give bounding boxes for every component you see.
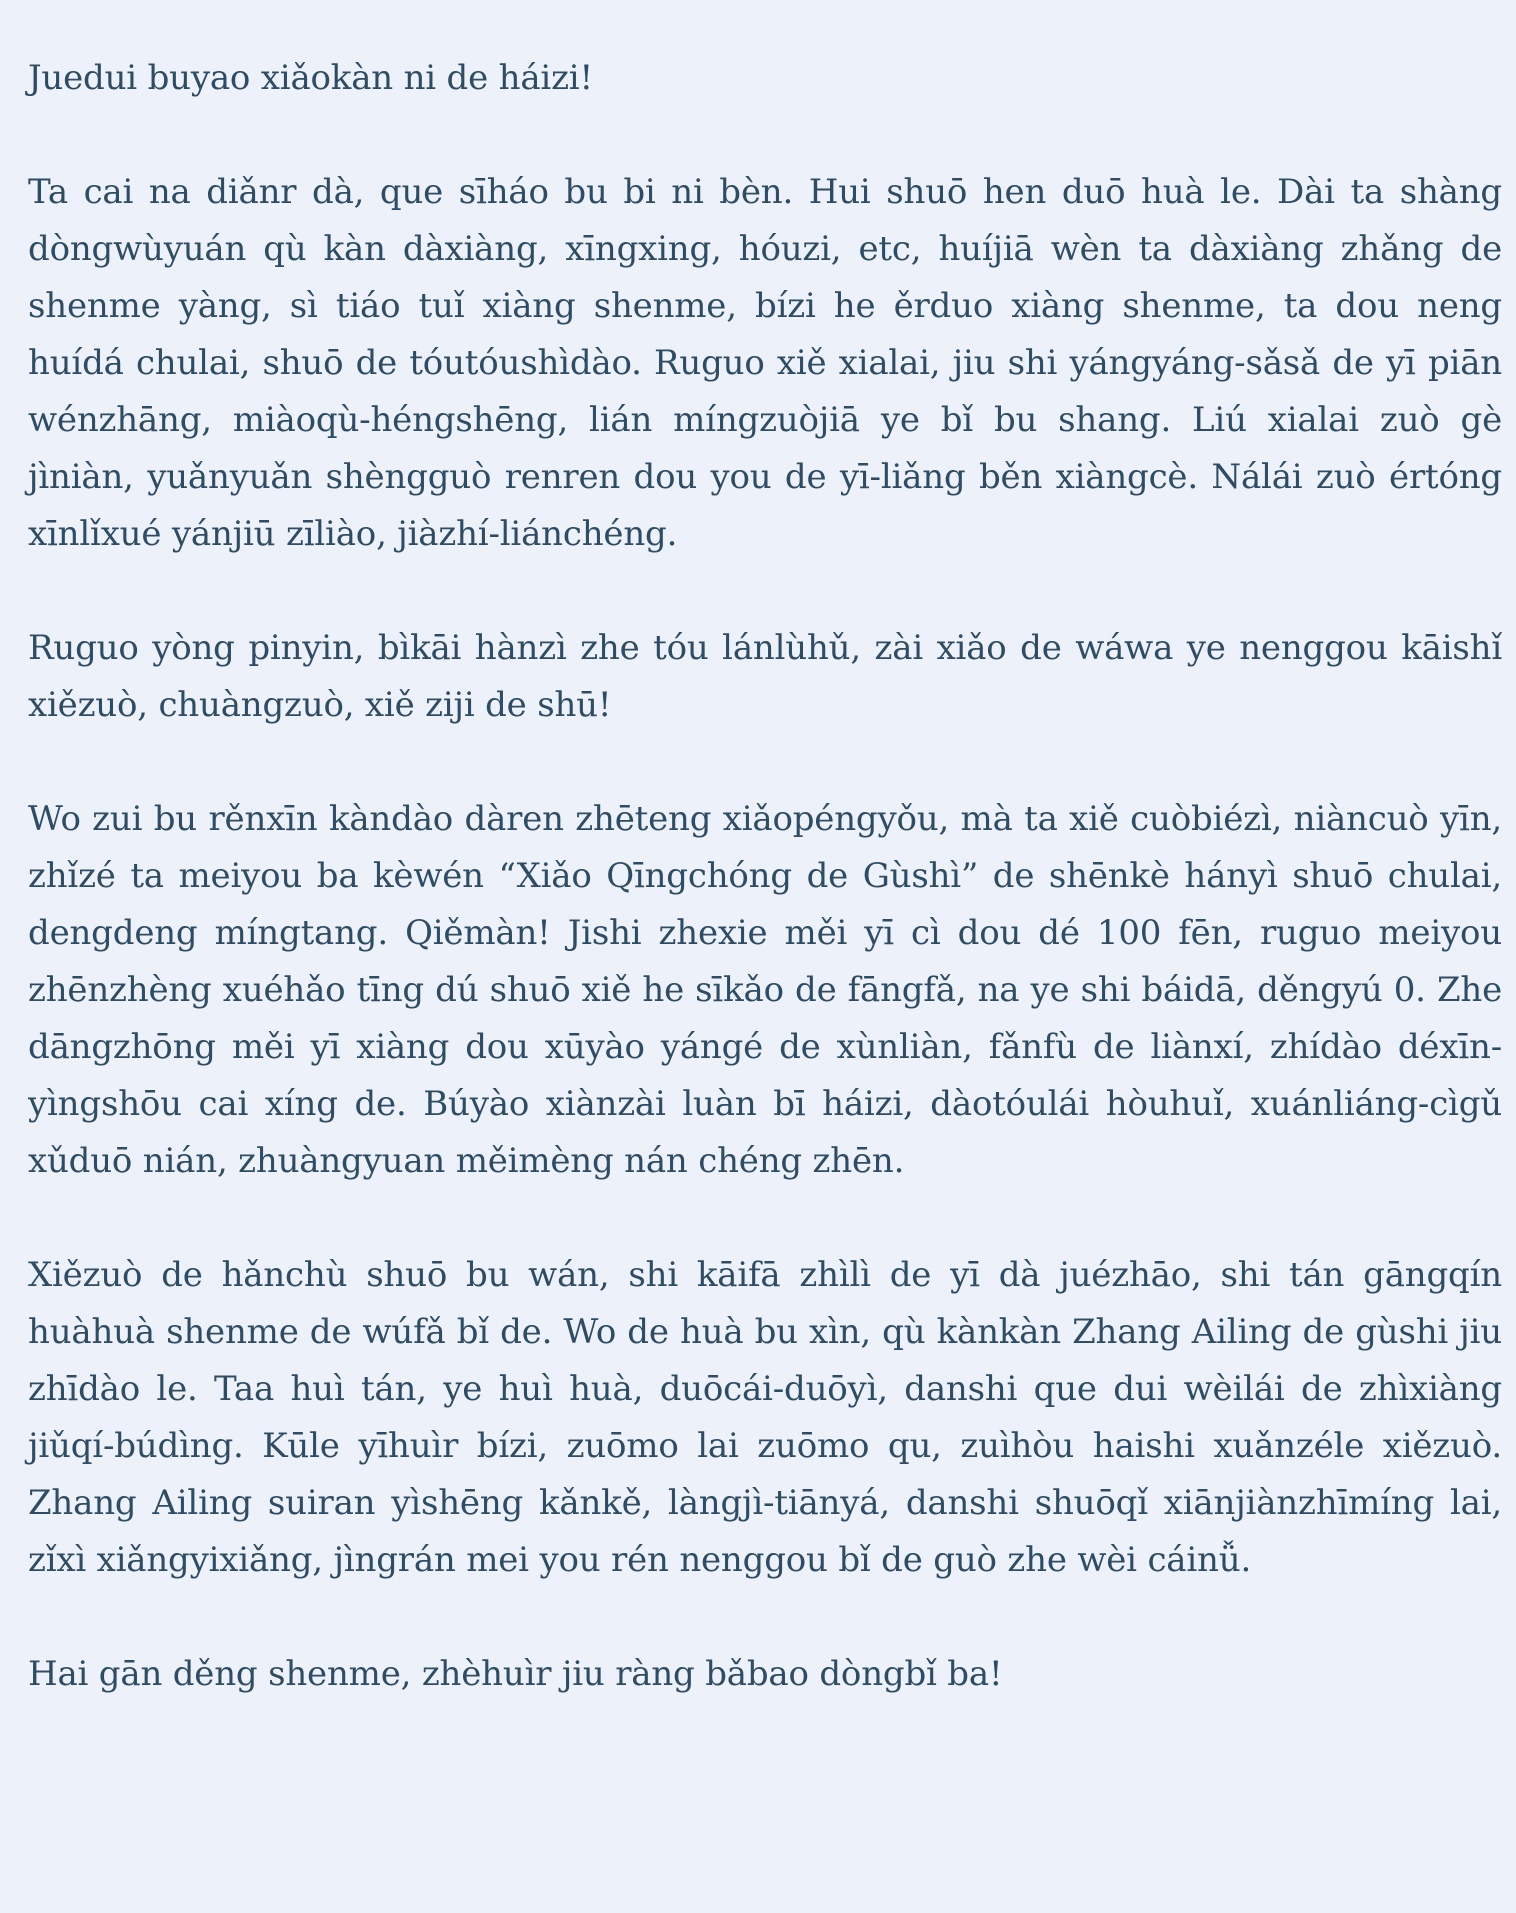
paragraph-3: Ruguo yòng pinyin, bìkāi hànzì zhe tóu lánlùhǔ, zài xiǎo de wáwa ye nenggou kāishǐ xiězuò, chuàngzuò, xiě ziji de shū!: [28, 628, 1502, 725]
paragraph-1: Juedui buyao xiǎokàn ni de háizi!: [28, 58, 593, 98]
pinyin-essay: [28, 50, 1502, 1703]
paragraph-5: Xiězuò de hǎnchù shuō bu wán, shi kāifā zhìlì de yī dà juézhāo, shi tán gāngqín huàhuà shenme de wúfǎ bǐ de. Wo de huà bu xìn, qù kànkàn Zhang Ailing de gùshi jiu zhīdào le. Taa huì tán, ye huì huà, duōcái-duōyì, danshi que dui wèilái de zhìxiàng jiǔqí-búdìng. Kūle yīhuìr bízi, zuōmo lai zuōmo qu, zuìhòu haishi xuǎnzéle xiězuò. Zhang Ailing suiran yìshēng kǎnkě, làngjì-tiānyá, danshi shuōqǐ xiānjiànzhīmíng lai, zǐxì xiǎngyixiǎng, jìngrán mei you rén nenggou bǐ de guò zhe wèi cáinǚ.: [28, 1255, 1502, 1580]
paragraph-2: Ta cai na diǎnr dà, que sīháo bu bi ni bèn. Hui shuō hen duō huà le. Dài ta shàng dòngwùyuán qù kàn dàxiàng, xīngxing, hóuzi, etc, huíjiā wèn ta dàxiàng zhǎng de shenme yàng, sì tiáo tuǐ xiàng shenme, bízi he ěrduo xiàng shenme, ta dou neng huídá chulai, shuō de tóutóushìdào. Ruguo xiě xialai, jiu shi yángyáng-sǎsǎ de yī piān wénzhāng, miàoqù-héngshēng, lián míngzuòjiā ye bǐ bu shang. Liú xialai zuò gè jìniàn, yuǎnyuǎn shèngguò renren dou you de yī-liǎng běn xiàngcè. Nálái zuò értóng xīnlǐxué yánjiū zīliào, jiàzhí-liánchéng.: [28, 172, 1502, 554]
paragraph-6: Hai gān děng shenme, zhèhuìr jiu ràng bǎbao dòngbǐ ba!: [28, 1654, 1003, 1694]
paragraph-4: Wo zui bu rěnxīn kàndào dàren zhēteng xiǎopéngyǒu, mà ta xiě cuòbiézì, niàncuò yīn, zhǐzé ta meiyou ba kèwén “Xiǎo Qīngchóng de Gùshì” de shēnkè hányì shuō chulai, dengdeng míngtang. Qiěmàn! Jishi zhexie měi yī cì dou dé 100 fēn, ruguo meiyou zhēnzhèng xuéhǎo tīng dú shuō xiě he sīkǎo de fāngfǎ, na ye shi báidā, děngyú 0. Zhe dāngzhōng měi yī xiàng dou xūyào yángé de xùnliàn, fǎnfù de liànxí, zhídào déxīn-yìngshōu cai xíng de. Búyào xiànzài luàn bī háizi, dàotóulái hòuhuǐ, xuánliáng-cìgǔ xǔduō nián, zhuàngyuan měimèng nán chéng zhēn.: [28, 799, 1502, 1181]
